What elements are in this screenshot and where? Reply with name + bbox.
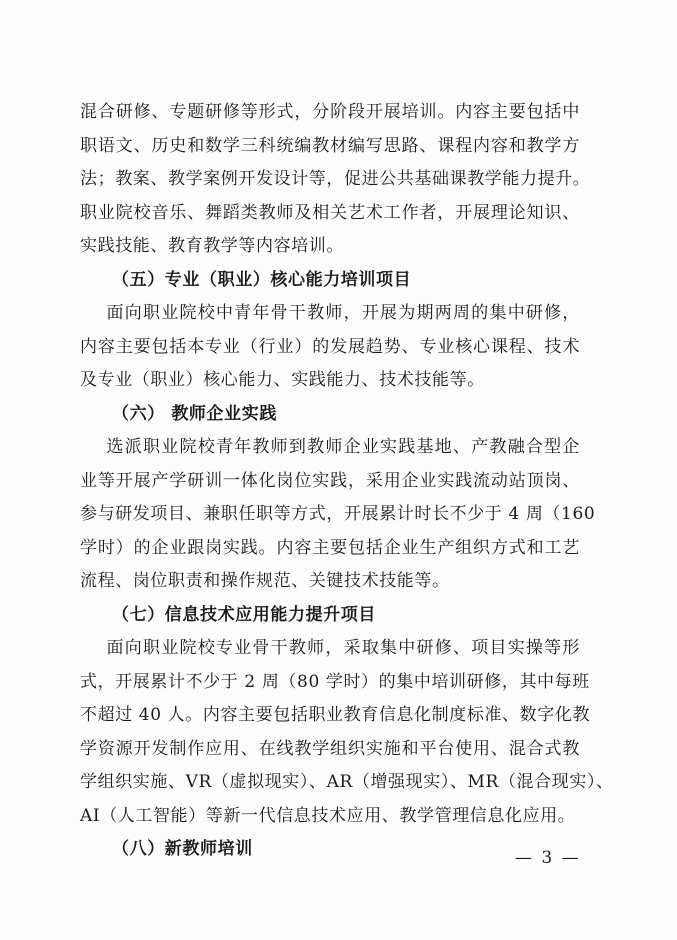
text-line: 内容主要包括本专业（行业）的发展趋势、专业核心课程、技术 <box>80 336 580 357</box>
paragraph <box>80 431 596 599</box>
text-line: 法；教案、教学案例开发设计等，促进公共基础课教学能力提升。 <box>80 169 591 189</box>
text-line: 学资源开发制作应用、在线教学组织实施和平台使用、混合式教 <box>80 738 580 759</box>
text-line: 混合研修、专题研修等形式，分阶段开展培训。内容主要包括中 <box>80 102 580 122</box>
page-number: — 3 — <box>515 848 581 868</box>
section-heading: （五）专业（职业）核心能力培训项目 <box>112 269 412 290</box>
text-line: 不超过 40 人。内容主要包括职业教育信息化制度标准、数字化教 <box>80 705 591 725</box>
text-line: 业等开展产学研训一体化岗位实践，采用企业实践流动站顶岗、 <box>80 470 580 491</box>
text-line: 学组织实施、VR（虚拟现实）、AR（增强现实）、MR（混合现实）、 <box>80 772 614 792</box>
document-body <box>80 96 614 867</box>
text-line: 式，开展累计不少于 2 周（80 学时）的集中培训研修，其中每班 <box>80 671 590 692</box>
text-line: AI（人工智能）等新一代信息技术应用、教学管理信息化应用。 <box>80 805 576 826</box>
text-line: 职语文、历史和数学三科统编教材编写思路、课程内容和教学方 <box>80 135 580 156</box>
text-line: 学时）的企业跟岗实践。内容主要包括企业生产组织方式和工艺 <box>80 537 580 558</box>
paragraph <box>80 96 591 264</box>
text-line: 流程、岗位职责和操作规范、关键技术技能等。 <box>80 571 450 591</box>
text-line: 面向职业院校专业骨干教师，采取集中研修、项目实操等形 <box>80 638 580 658</box>
text-line: 选派职业院校青年教师到教师企业实践基地、产教融合型企 <box>80 437 580 457</box>
section-heading: （八）新教师培训 <box>112 839 253 859</box>
paragraph <box>80 632 614 833</box>
paragraph <box>80 297 580 398</box>
section-heading: （六） 教师企业实践 <box>112 403 277 424</box>
section-heading: （七）信息技术应用能力提升项目 <box>112 604 376 625</box>
text-line: 实践技能、教育教学等内容培训。 <box>80 236 344 256</box>
text-line: 及专业（职业）核心能力、实践能力、技术技能等。 <box>80 370 485 390</box>
text-line: 面向职业院校中青年骨干教师，开展为期两周的集中研修， <box>80 303 580 323</box>
text-line: 职业院校音乐、舞蹈类教师及相关艺术工作者，开展理论知识、 <box>80 202 580 223</box>
text-line: 参与研发项目、兼职任职等方式，开展累计时长不少于 4 周（160 <box>80 504 596 524</box>
